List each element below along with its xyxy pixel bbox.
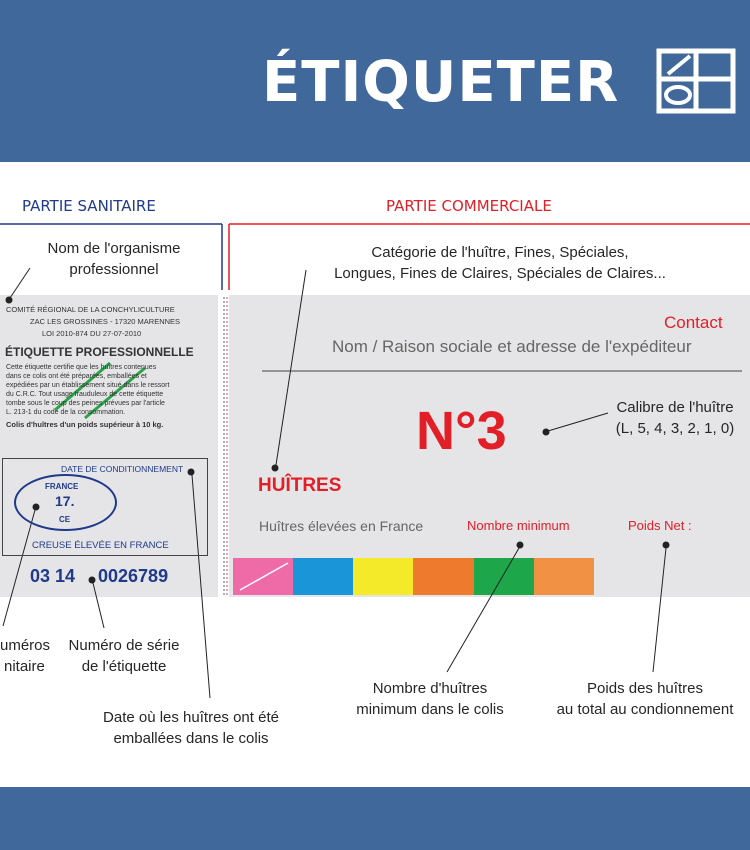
cert-line: du C.R.C. Tout usage frauduleux de cette étiquette <box>6 391 164 398</box>
org-line: ZAC LES GROSSINES - 17320 MARENNES <box>30 317 181 326</box>
min-count-label: Nombre minimum <box>467 518 570 533</box>
leader-dot <box>272 465 279 472</box>
org-line: COMITÉ RÉGIONAL DE LA CONCHYLICULTURE <box>6 305 175 314</box>
leader-dot <box>89 577 96 584</box>
annotation-calibre: Calibre de l'huître (L, 5, 4, 3, 2, 1, 0) <box>615 399 735 437</box>
weight-note: Colis d'huîtres d'un poids supérieur à 10 kg. <box>6 420 164 429</box>
annotation-category: Catégorie de l'huître, Fines, Spéciales, Longues, Fines de Claires, Spéciales de Claires... <box>334 244 666 282</box>
leader-calibre <box>548 413 608 431</box>
cert-line: dans ce colis ont été préparées, emballées et <box>6 373 147 380</box>
sender-label: Nom / Raison sociale et adresse de l'expéditeur <box>332 337 692 356</box>
oval-dept: 17. <box>55 493 75 509</box>
leader-dot <box>543 429 550 436</box>
leader-category <box>276 270 306 465</box>
cert-line: expédiées par un établissement situé dans le ressort <box>6 382 170 389</box>
contact-label: Contact <box>664 313 723 332</box>
annotation-weight: Poids des huîtres au total au condionnement <box>556 680 734 718</box>
serial-part2: 0026789 <box>98 566 169 586</box>
annotation-org: Nom de l'organisme professionnel <box>47 240 181 278</box>
leader-weight <box>653 548 666 672</box>
leader-min <box>447 548 519 672</box>
label-heading: ÉTIQUETTE PROFESSIONNELLE <box>5 345 194 359</box>
annotation-sanitaire-number: uméros nitaire <box>0 637 51 675</box>
leader-dot <box>663 542 670 549</box>
footer-band <box>0 787 750 850</box>
swatch-diagonal <box>240 563 288 590</box>
cert-line: tombe sous le coup des peines prévues par l'article <box>6 400 165 407</box>
annotation-serial: Numéro de série de l'étiquette <box>68 637 180 675</box>
grade-number: N°3 <box>416 401 507 461</box>
net-weight-label: Poids Net : <box>628 518 692 533</box>
origin-line: CREUSE ÉLEVÉE EN FRANCE <box>32 540 169 551</box>
leader-serial <box>93 583 104 628</box>
oval-ce: CE <box>59 515 71 524</box>
leader-org <box>10 268 30 298</box>
leader-dot <box>6 297 13 304</box>
section-header-sanitaire: PARTIE SANITAIRE <box>22 197 156 215</box>
product-label: HUÎTRES <box>258 475 342 496</box>
annotation-min-count: Nombre d'huîtres minimum dans le colis <box>356 680 504 718</box>
oval-country: FRANCE <box>45 482 79 491</box>
org-line: LOI 2010-874 DU 27-07-2010 <box>42 329 142 338</box>
date-label: DATE DE CONDITIONNEMENT <box>61 464 184 474</box>
cert-line: L. 213-1 du code de la consommation. <box>6 409 126 416</box>
cert-line: Cette étiquette certifie que les huîtres contenues <box>6 364 157 371</box>
serial-part1: 03 14 <box>30 566 76 586</box>
page-title: ÉTIQUETER <box>262 50 620 115</box>
leader-dot <box>517 542 524 549</box>
section-header-commerciale: PARTIE COMMERCIALE <box>386 197 552 215</box>
annotation-date: Date où les huîtres ont été emballées dans le colis <box>103 709 279 747</box>
raised-label: Huîtres élevées en France <box>259 518 424 534</box>
